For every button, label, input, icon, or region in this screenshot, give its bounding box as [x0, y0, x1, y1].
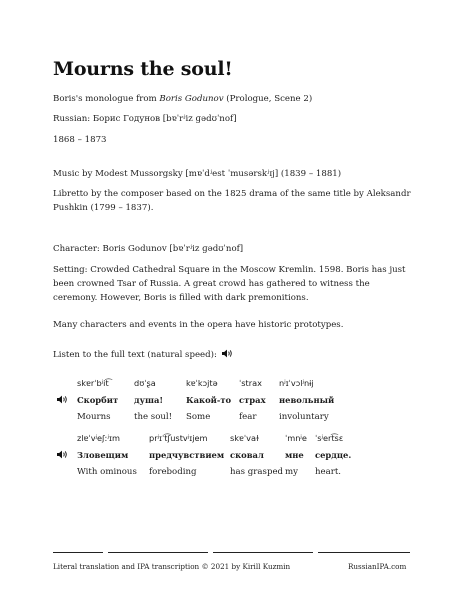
russian-title: Russian: Борис Годунов [bɐˈrʲiz ɡədʊˈnof]: [53, 114, 237, 124]
russian-word: сердце.: [315, 450, 352, 460]
translation-word: Some: [186, 412, 211, 422]
russian-word: Скорбит: [77, 395, 119, 405]
character: Character: Boris Godunov [bɐˈrʲiz ɡədʊˈnof]: [53, 244, 244, 254]
russian-word: страх: [239, 395, 266, 405]
music-credit: Music by Modest Mussorgsky [mɐˈdʲest ˈmusərskʲɪj] (1839 – 1881): [53, 169, 342, 179]
setting: Setting: Crowded Cathedral Square in the Moscow Kremlin. 1598. Boris has just been crowned Tsar of Russia. A great crowd has gathered to witness the ceremony. However, Boris is filled with dark premonitions.: [53, 265, 406, 303]
translation-word: has grasped: [230, 467, 284, 477]
ipa-word: skɐˈvaɫ: [230, 433, 260, 443]
ipa-word: dʊˈʂa: [134, 378, 156, 388]
translation-word: involuntary: [279, 412, 329, 422]
translation-word: With ominous: [77, 467, 137, 477]
ipa-word: ˈstrax: [239, 378, 262, 388]
footer-site-link[interactable]: RussianIPA.com: [348, 562, 407, 571]
dates: 1868 – 1873: [53, 135, 107, 145]
footer-divider: [108, 552, 208, 553]
subtitle-suffix: (Prologue, Scene 2): [223, 94, 313, 104]
ipa-word: prʲɪˈt͡ʃustvʲɪjem: [149, 433, 208, 443]
russian-word: невольный: [279, 395, 335, 405]
russian-word: предчувствием: [149, 450, 225, 460]
speaker-icon[interactable]: [57, 450, 68, 462]
speaker-icon[interactable]: [57, 395, 68, 407]
ipa-word: zlɐˈvʲeʃːʲɪm: [77, 433, 121, 443]
subtitle: [53, 92, 312, 106]
ipa-word: ˈsʲert͡sɛ: [315, 433, 344, 443]
note: Many characters and events in the opera have historic prototypes.: [53, 320, 344, 330]
ipa-word: ˈmnʲe: [285, 433, 307, 443]
ipa-word: kɐˈkɔjtə: [186, 378, 218, 388]
russian-word: сковал: [230, 450, 264, 460]
ipa-word: nʲɪˈvɔlʲnɨj: [279, 378, 314, 388]
translation-word: my: [285, 467, 299, 477]
footer-divider: [53, 552, 103, 553]
translation-word: heart.: [315, 467, 342, 477]
russian-word: душа!: [134, 395, 164, 405]
footer-divider: [318, 552, 410, 553]
translation-word: the soul!: [134, 412, 173, 422]
footer-copyright: Literal translation and IPA transcription © 2021 by Kirill Kuzmin: [53, 562, 291, 571]
libretto-credit: Libretto by the composer based on the 1825 drama of the same title by Aleksandr Pushkin (1799 – 1837).: [53, 189, 411, 213]
translation-word: foreboding: [149, 467, 197, 477]
ipa-word: skɐrˈbʲit͡: [77, 378, 109, 388]
russian-word: Какой-то: [186, 395, 232, 405]
footer-rule: [53, 552, 410, 553]
russian-word: мне: [285, 450, 304, 460]
subtitle-prefix: Boris's monologue from: [53, 94, 160, 104]
page-title: Mourns the soul!: [53, 58, 233, 80]
listen-line: [53, 348, 233, 362]
footer-divider: [213, 552, 313, 553]
russian-word: Зловещим: [77, 450, 129, 460]
translation-word: Mourns: [77, 412, 111, 422]
speaker-icon[interactable]: [222, 349, 233, 358]
listen-label: Listen to the full text (natural speed):: [53, 350, 217, 360]
translation-word: fear: [239, 412, 257, 422]
work-title: Boris Godunov: [159, 94, 224, 104]
